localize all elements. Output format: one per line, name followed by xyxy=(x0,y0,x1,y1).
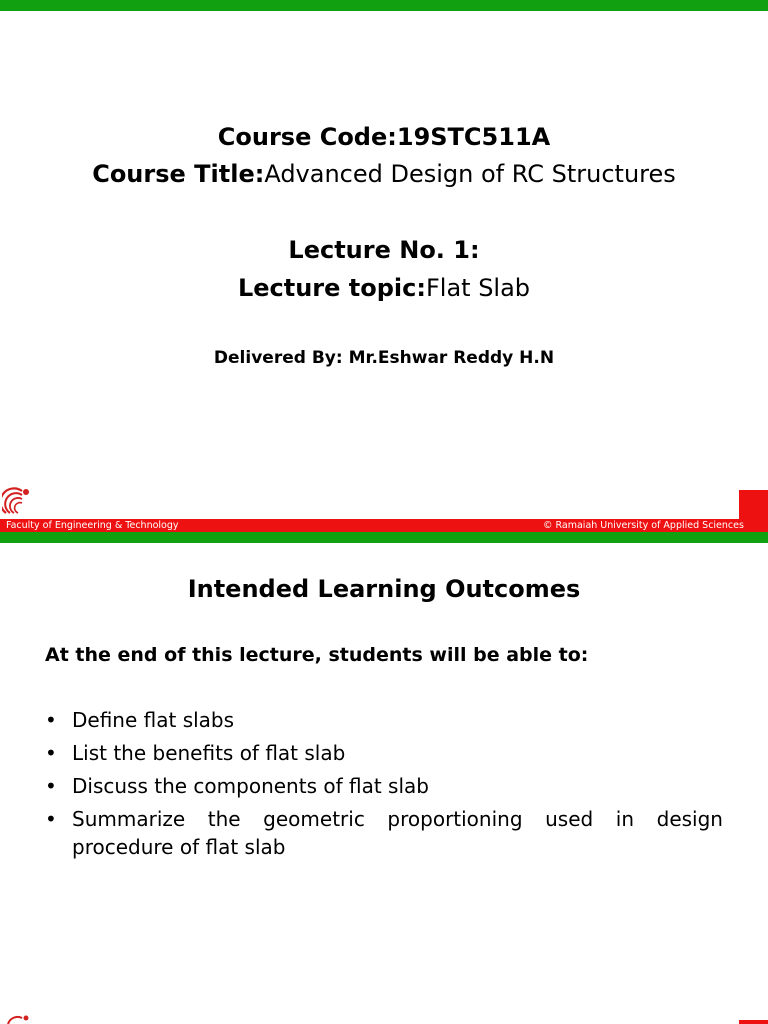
bullet-icon: • xyxy=(45,708,57,732)
learning-outcomes-slide xyxy=(0,532,768,1024)
lecture-number: Lecture No. 1: xyxy=(288,236,480,264)
top-green-bar xyxy=(0,532,768,543)
footer-red-tab xyxy=(739,1020,768,1024)
bullet-icon: • xyxy=(45,807,57,831)
top-green-bar xyxy=(0,0,768,11)
lecture-topic-line xyxy=(0,272,768,304)
footer-red-tab xyxy=(739,490,768,519)
list-item xyxy=(45,772,723,800)
outcome-text: Discuss the components of flat slab xyxy=(72,774,429,798)
list-item xyxy=(45,739,723,767)
ramaiah-university-logo-icon xyxy=(2,483,32,517)
course-title-label: Course Title: xyxy=(92,160,265,188)
course-title-line xyxy=(0,158,768,190)
delivered-by: Delivered By: Mr.Eshwar Reddy H.N xyxy=(213,348,555,368)
course-title-value: Advanced Design of RC Structures xyxy=(264,160,676,188)
list-item xyxy=(45,805,723,861)
course-code-value: 19STC511A xyxy=(396,123,551,151)
outcomes-intro: At the end of this lecture, students will be able to: xyxy=(45,644,589,666)
outcome-text: Define flat slabs xyxy=(72,708,235,732)
list-item xyxy=(45,706,723,734)
bullet-icon: • xyxy=(45,741,57,765)
footer-copyright: © Ramaiah University of Applied Sciences xyxy=(543,520,744,531)
outcomes-list xyxy=(45,706,723,866)
course-code-label: Course Code: xyxy=(217,123,397,151)
lecture-topic-label: Lecture topic: xyxy=(237,274,426,302)
lecture-topic-value: Flat Slab xyxy=(425,274,531,302)
outcome-text: List the benefits of flat slab xyxy=(72,741,346,765)
course-code-line xyxy=(0,121,768,153)
bullet-icon: • xyxy=(45,774,57,798)
outcome-text: Summarize the geometric proportioning used in design procedure of flat slab xyxy=(72,807,723,859)
ramaiah-university-logo-icon xyxy=(2,1014,32,1024)
slide-title: Intended Learning Outcomes xyxy=(187,575,581,603)
footer-faculty: Faculty of Engineering & Technology xyxy=(6,520,179,531)
